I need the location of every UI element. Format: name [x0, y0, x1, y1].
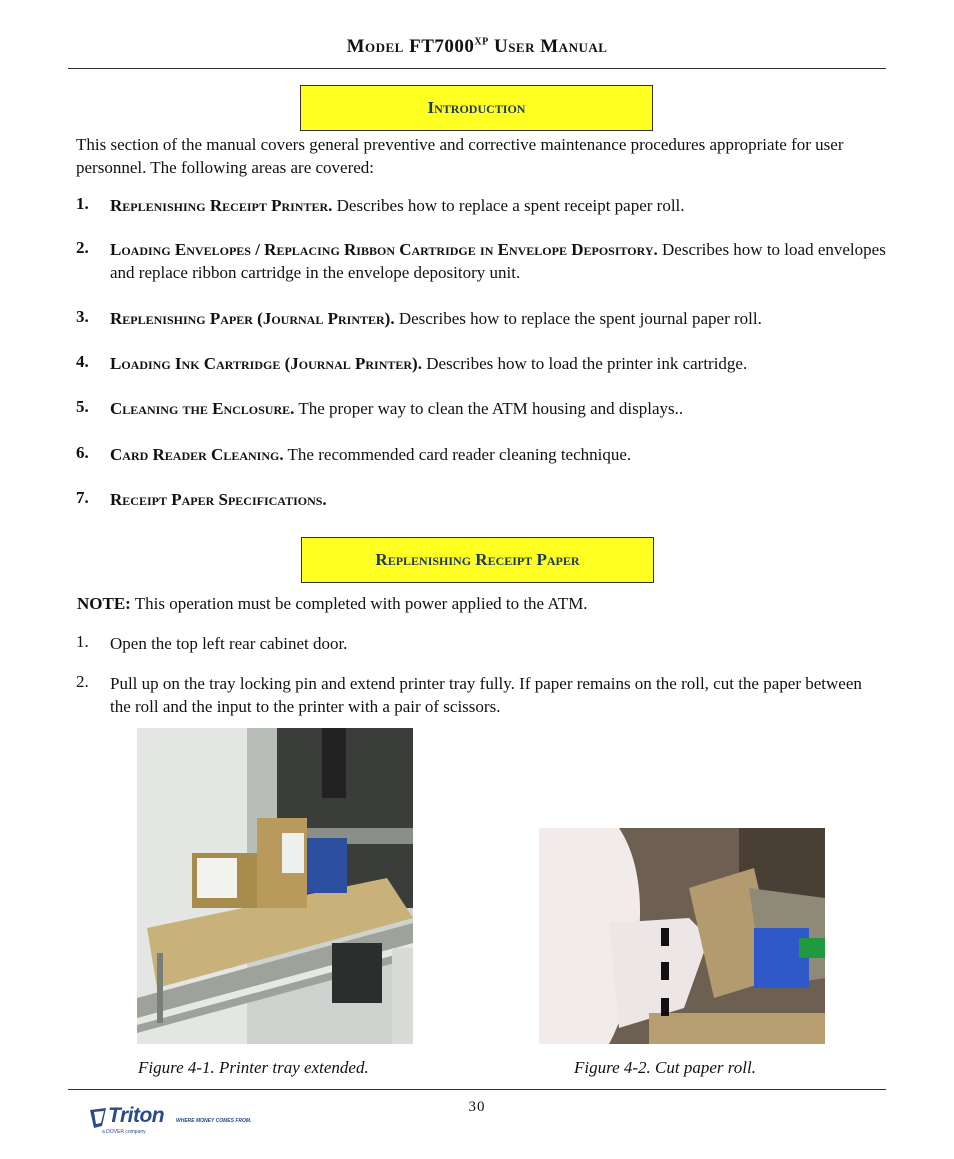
- header-title-main: Model FT7000: [346, 36, 475, 57]
- triton-logo: [88, 1104, 258, 1140]
- figure-4-2-caption: Figure 4-2. Cut paper roll.: [574, 1058, 756, 1077]
- topic-lead: Receipt Paper Specifications.: [110, 490, 327, 509]
- intro-paragraph: This section of the manual covers general preventive and corrective maintenance procedures appropriate for user personnel. The following areas are covered:: [76, 135, 844, 177]
- topic-lead: Card Reader Cleaning.: [110, 445, 284, 464]
- figure-4-2-photo: [539, 828, 825, 1044]
- step-item: Open the top left rear cabinet door.: [110, 634, 348, 653]
- page-number: 30: [468, 1099, 486, 1115]
- figure-4-1-caption: Figure 4-1. Printer tray extended.: [138, 1058, 369, 1077]
- topic-number: 2.: [76, 238, 89, 257]
- header-title-suffix: User Manual: [488, 36, 608, 57]
- topic-item: [110, 352, 886, 375]
- topic-item: [110, 443, 886, 466]
- footer-divider: [68, 1089, 886, 1090]
- topic-item: [110, 397, 886, 420]
- topic-item: [110, 307, 886, 330]
- header-divider: [68, 68, 886, 69]
- logo-tagline: WHERE MONEY COMES FROM.: [176, 1118, 252, 1124]
- topic-lead: Replenishing Paper (Journal Printer).: [110, 309, 395, 328]
- topic-desc: Describes how to load envelopes and replace ribbon cartridge in the envelope depository unit.: [110, 240, 886, 282]
- introduction-banner-label: Introduction: [427, 98, 526, 117]
- note-paragraph: [77, 592, 887, 615]
- step-item: Pull up on the tray locking pin and extend printer tray fully. If paper remains on the roll, cut the paper between the roll and the input to the printer with a pair of scissors.: [110, 674, 862, 716]
- topic-desc: Describes how to load the printer ink cartridge.: [421, 354, 748, 373]
- topic-item: [110, 238, 886, 284]
- topic-desc: Describes how to replace a spent receipt paper roll.: [332, 196, 685, 215]
- introduction-banner: [300, 85, 653, 131]
- topic-lead: Loading Ink Cartridge (Journal Printer).: [110, 354, 422, 373]
- topic-desc: Describes how to replace the spent journal paper roll.: [394, 309, 762, 328]
- topic-desc: The proper way to clean the ATM housing and displays..: [294, 399, 684, 418]
- topic-lead: Loading Envelopes / Replacing Ribbon Cartridge in Envelope Depository.: [110, 240, 658, 259]
- cut-line-mark: [661, 928, 669, 946]
- logo-parent-mark: a DOVER company: [102, 1129, 146, 1135]
- topic-number: 6.: [76, 443, 89, 462]
- replenishing-receipt-paper-banner: [301, 537, 654, 583]
- topic-number: 7.: [76, 488, 89, 507]
- topic-desc: The recommended card reader cleaning technique.: [283, 445, 632, 464]
- figure-4-1-photo: [137, 728, 413, 1044]
- topic-number: 5.: [76, 397, 89, 416]
- topic-item: [110, 194, 886, 217]
- page-header-title: [0, 36, 954, 58]
- topic-number: 4.: [76, 352, 89, 371]
- step-number: 1.: [76, 632, 89, 651]
- topic-number: 1.: [76, 194, 89, 213]
- printer-tray-illustration: [137, 728, 413, 1044]
- topic-lead: Cleaning the Enclosure.: [110, 399, 295, 418]
- topic-lead: Replenishing Receipt Printer.: [110, 196, 333, 215]
- step-number: 2.: [76, 672, 89, 691]
- header-title-superscript: XP: [474, 36, 489, 48]
- replenishing-receipt-paper-banner-label: Replenishing Receipt Paper: [375, 550, 580, 569]
- logo-wordmark: Triton: [108, 1104, 165, 1127]
- topic-number: 3.: [76, 307, 89, 326]
- note-text: This operation must be completed with power applied to the ATM.: [130, 594, 588, 613]
- topic-item: [110, 488, 886, 511]
- cut-line-mark: [661, 962, 669, 980]
- note-label: NOTE:: [77, 594, 131, 613]
- cut-line-mark: [661, 998, 669, 1016]
- cut-paper-roll-illustration: [539, 828, 825, 1044]
